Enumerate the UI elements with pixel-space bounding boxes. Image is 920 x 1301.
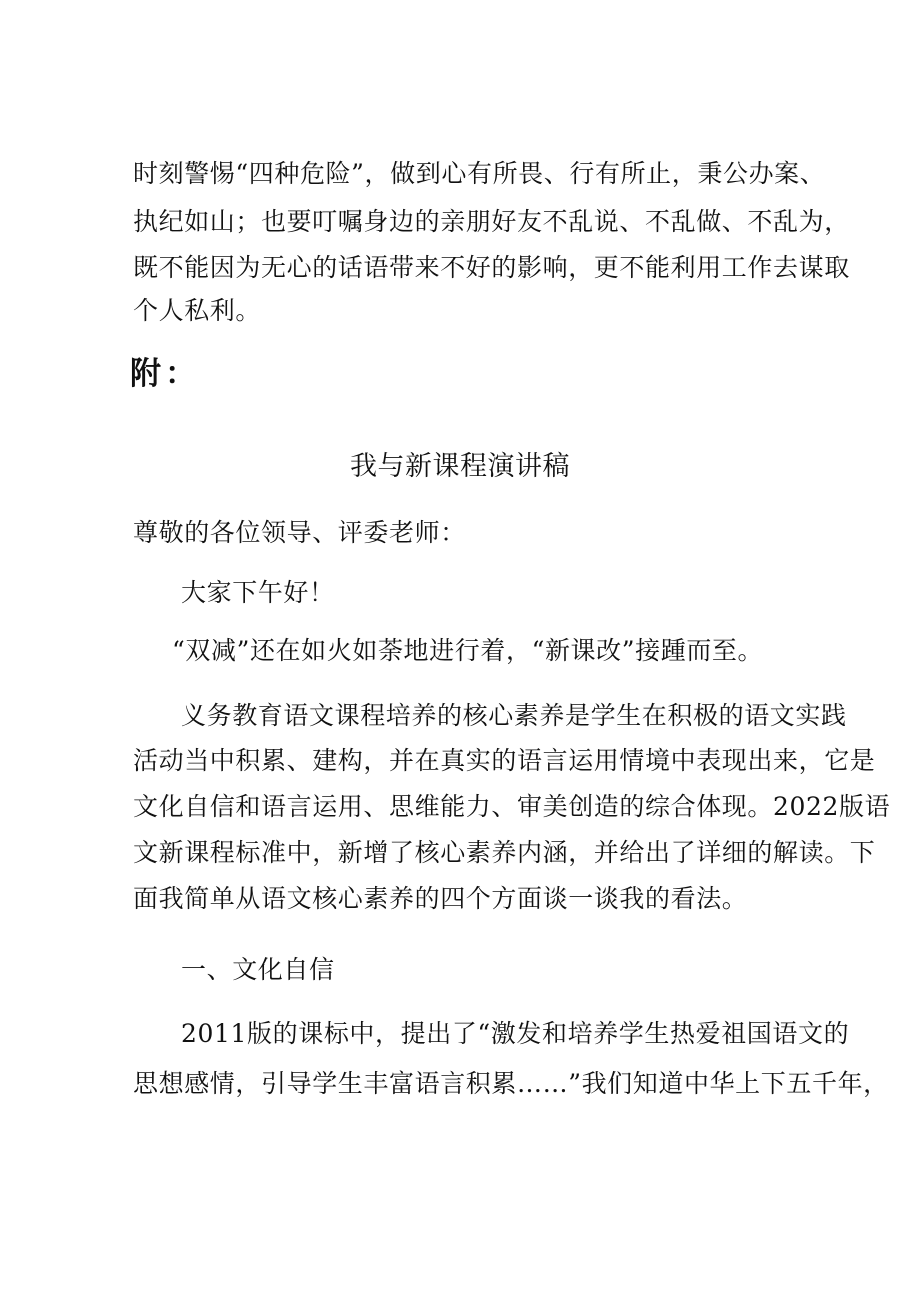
continuation-line-1: 时刻警惕“四种危险”，做到心有所畏、行有所止，秉公办案、 [133, 159, 826, 188]
continuation-line-4: 个人私利。 [133, 296, 262, 325]
paragraph1-line-4: 文新课程标准中，新增了核心素养内涵，并给出了详细的解读。下 [133, 838, 876, 867]
paragraph1-line-2: 活动当中积累、建构，并在真实的语言运用情境中表现出来，它是 [133, 746, 876, 775]
continuation-line-2: 执纪如山；也要叮嘱身边的亲朋好友不乱说、不乱做、不乱为， [133, 207, 850, 236]
paragraph1-line-3: 文化自信和语言运用、思维能力、审美创造的综合体现。2022版语 [133, 792, 891, 821]
document-title: 我与新课程演讲稿 [350, 451, 570, 482]
paragraph1-line-5: 面我简单从语文核心素养的四个方面谈一谈我的看法。 [133, 884, 748, 913]
section1-heading: 一、文化自信 [181, 955, 335, 984]
appendix-label: 附： [130, 356, 200, 392]
salutation: 尊敬的各位领导、评委老师： [133, 518, 466, 547]
paragraph1-line-1: 义务教育语文课程培养的核心素养是学生在积极的语文实践 [181, 701, 847, 730]
continuation-line-3: 既不能因为无心的话语带来不好的影响，更不能利用工作去谋取 [133, 253, 850, 282]
paragraph2-line-2: 思想感情，引导学生丰富语言积累……”我们知道中华上下五千年， [133, 1069, 889, 1098]
paragraph2-line-1: 2011版的课标中，提出了“激发和培养学生热爱祖国语文的 [181, 1019, 850, 1048]
greeting: 大家下午好！ [181, 578, 335, 607]
intro-line: “双减”还在如火如荼地进行着，“新课改”接踵而至。 [172, 636, 764, 665]
